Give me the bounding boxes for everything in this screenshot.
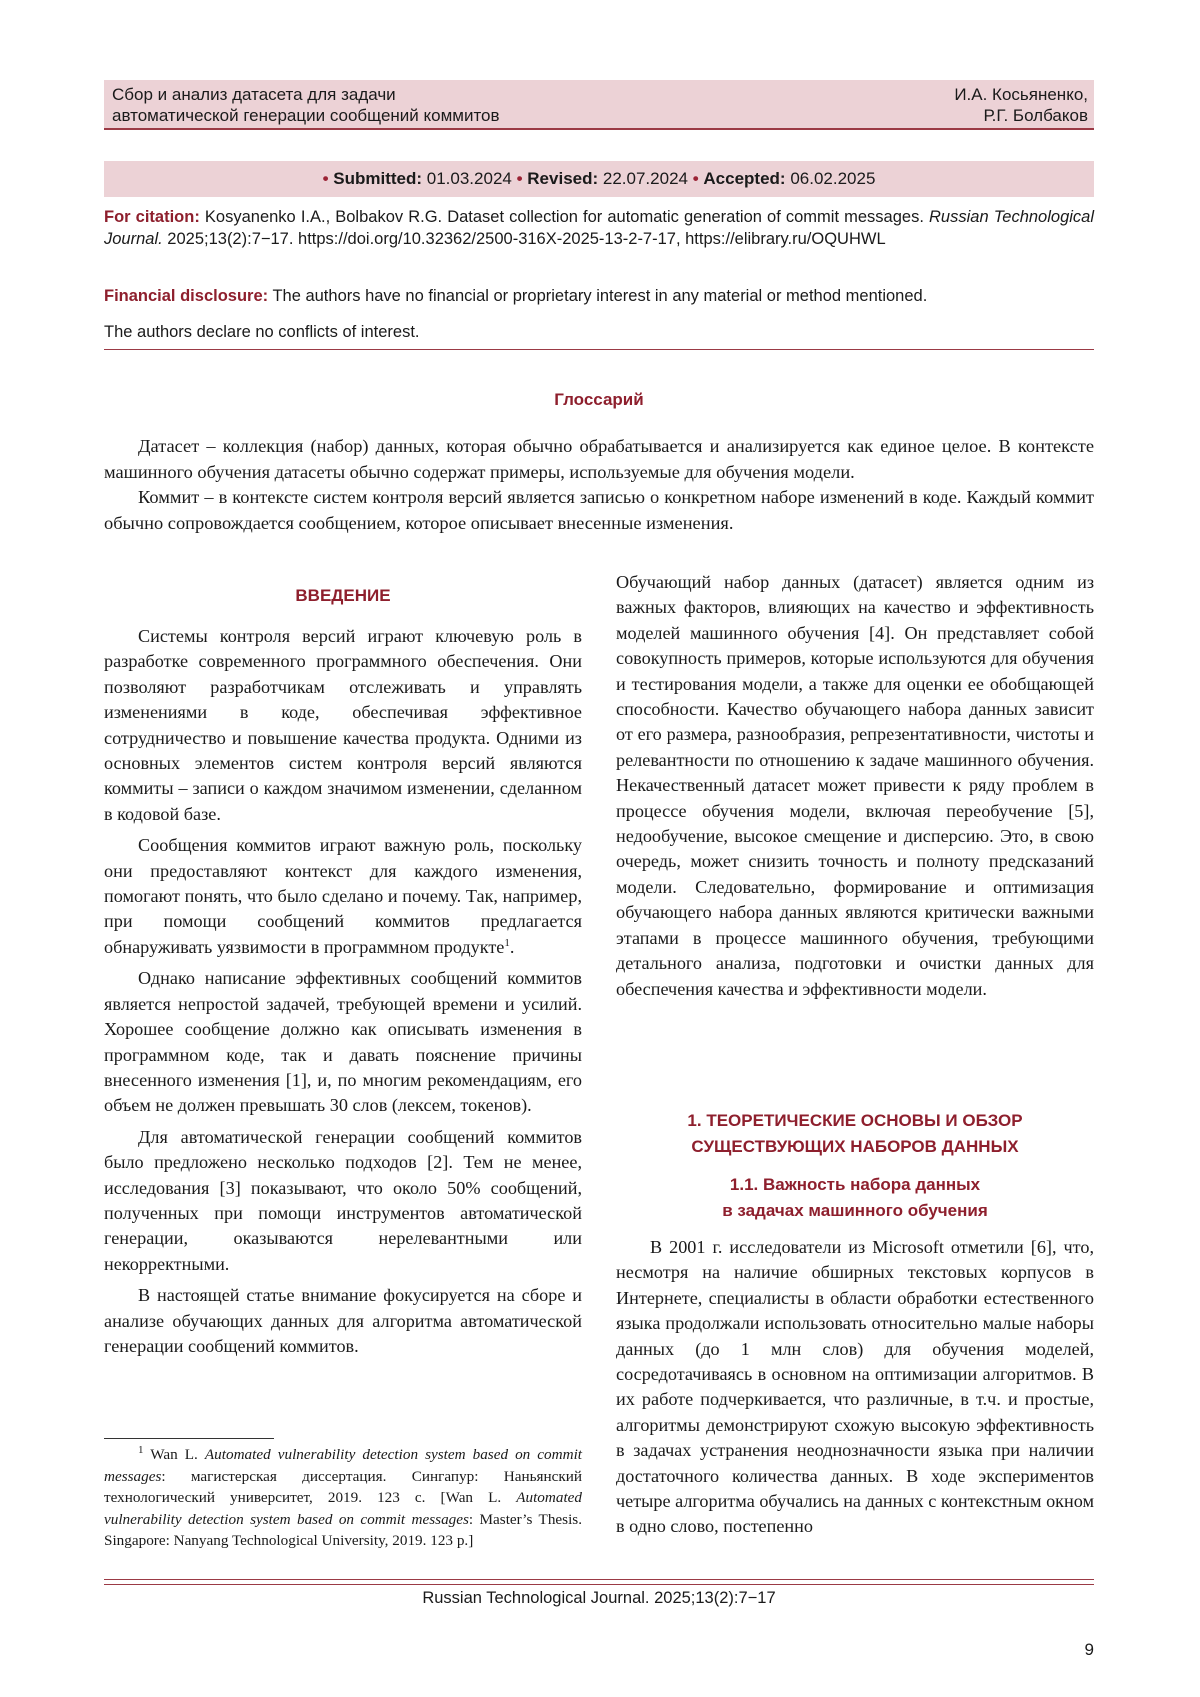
paragraph xyxy=(104,833,582,960)
paragraph: Системы контроля версий играют ключевую роль в разработке современного программного обеспечения. Они позволяют разработчикам отслеживать и управлять изменениями в коде, обеспечивая эффективное сотрудничество и повышение качества продукта. Одними из основных элементов систем контроля версий являются коммиты – записи о каждом значимом изменении, сделанном в кодовой базе. xyxy=(104,626,582,824)
paragraph: В 2001 г. исследователи из Microsoft отметили [6], что, несмотря на наличие обширных текстовых корпусов в Интернете, специалисты в области обработки естественного языка продолжали использовать относительно малые наборы данных (до 1 млн слов) для обучения моделей, сосредотачиваясь в основном на оптимизации алгоритмов. В их работе подчеркивается, что различные, в т.ч. и простые, алгоритмы демонстрируют схожую высокую эффективность в задачах устранения неоднозначности языка при наличии достаточного количества данных. В ходе экспериментов четыре алгоритма обучались на данных с контекстным окном в одно слово, постепенно xyxy=(616,1237,1094,1537)
citation xyxy=(104,206,1094,250)
submitted-date: 01.03.2024 xyxy=(426,169,512,188)
running-head-title-line1: Сбор и анализ датасета для задачи xyxy=(112,85,396,104)
footer-divider xyxy=(104,1584,1094,1585)
subsection-heading xyxy=(616,1172,1094,1224)
footer-journal: Russian Technological Journal. 2025;13(2):7−17 xyxy=(422,1589,776,1607)
bullet-icon: • xyxy=(516,169,523,188)
footnote-details-en: : Master’s Thesis. Singapore: Nanyang Technological University, 2019. 123 p.] xyxy=(104,1510,582,1549)
financial-disclosure-text: The authors have no financial or proprietary interest in any material or method mentioned. xyxy=(272,287,928,305)
section-heading-line1: 1. ТЕОРЕТИЧЕСКИЕ ОСНОВЫ И ОБЗОР xyxy=(687,1111,1023,1130)
footnote-author-en: [Wan L. xyxy=(440,1489,502,1506)
dates-bar xyxy=(104,161,1094,197)
page-number: 9 xyxy=(1084,1640,1094,1659)
revised-date: 22.07.2024 xyxy=(602,169,688,188)
footnote-title: Automated vulnerability detection system based on commit messages xyxy=(104,1446,583,1485)
running-head-author1: И.А. Косьяненко, xyxy=(954,85,1088,104)
conflicts-statement: The authors declare no conflicts of interest. xyxy=(104,323,420,341)
footnote-divider xyxy=(104,1438,274,1439)
financial-disclosure xyxy=(104,285,1094,307)
intro-heading: ВВЕДЕНИЕ xyxy=(295,586,391,605)
footnote xyxy=(104,1444,582,1552)
right-column-body xyxy=(616,1235,1094,1540)
footnote-details: : магистерская диссертация. Сингапур: Наньянский технологический университет, 2019. 123 с. xyxy=(104,1467,582,1506)
running-head-author2: Р.Г. Болбаков xyxy=(983,106,1088,125)
divider xyxy=(104,349,1094,350)
bullet-icon: • xyxy=(692,169,699,188)
footnote-number: 1 xyxy=(138,1443,144,1456)
section-heading-line2: СУЩЕСТВУЮЩИХ НАБОРОВ ДАННЫХ xyxy=(691,1137,1019,1156)
accepted-date: 06.02.2025 xyxy=(790,169,876,188)
right-column-intro xyxy=(616,570,1094,1002)
citation-doi[interactable]: 2025;13(2):7−17. https://doi.org/10.32362/2500-316X-2025-13-2-7-17, https://elibrary.ru/OQUHWL xyxy=(167,230,886,248)
revised-label: Revised: xyxy=(527,169,599,188)
running-head-title-line2: автоматической генерации сообщений коммитов xyxy=(112,106,500,125)
paragraph-end: . xyxy=(509,936,515,957)
running-head-title xyxy=(112,84,672,126)
subsection-heading-line1: 1.1. Важность набора данных xyxy=(729,1175,981,1194)
accepted-label: Accepted: xyxy=(703,169,786,188)
footnote-title-en: Automated vulnerability detection system based on commit messages xyxy=(104,1489,583,1528)
footer-divider xyxy=(104,1579,1094,1580)
glossary-entry: Коммит – в контексте систем контроля версий является записью о конкретном наборе изменений в коде. Каждый коммит обычно сопровождается сообщением, которое описывает внесенные изменения. xyxy=(104,487,1094,533)
subsection-heading-line2: в задачах машинного обучения xyxy=(722,1201,988,1220)
financial-disclosure-label: Financial disclosure: xyxy=(104,287,269,305)
glossary-entry: Датасет – коллекция (набор) данных, которая обычно обрабатывается и анализируется как единое целое. В контексте машинного обучения датасеты обычно содержат примеры, используемые для обучения модели. xyxy=(104,436,1094,482)
glossary xyxy=(104,434,1094,536)
submitted-label: Submitted: xyxy=(333,169,423,188)
paragraph: Обучающий набор данных (датасет) является одним из важных факторов, влияющих на качество и эффективность моделей машинного обучения [4]. Он представляет собой совокупность примеров, которые используются для обучения и тестирования модели, а также для оценки ее обобщающей способности. Качество обучающего набора данных зависит от его размера, разнообразия, репрезентативности, чистоты и релевантности по отношению к задаче машинного обучения. Некачественный датасет может привести к ряду проблем в процессе обучения модели, включая переобучение [5], недообучение, высокое смещение и дисперсию. Это, в свою очередь, может снизить точность и полноту предсказаний модели. Следовательно, формирование и оптимизация обучающего набора данных являются критически важными этапами в процессе машинного обучения, требующими детального анализа, подготовки и очистки данных для обеспечения качества и эффективности модели. xyxy=(616,572,1094,999)
glossary-heading: Глоссарий xyxy=(554,390,644,409)
paragraph: Однако написание эффективных сообщений коммитов является непростой задачей, требующей времени и усилий. Хорошее сообщение должно как описывать изменения в программном коде, так и давать пояснение причины внесенного изменения [1], и, по многим рекомендациям, его объем не должен превышать 30 слов (лексем, токенов). xyxy=(104,968,582,1116)
citation-text: Kosyanenko I.A., Bolbakov R.G. Dataset collection for automatic generation of commit messages. xyxy=(204,208,924,226)
footnote-text xyxy=(104,1444,582,1552)
paragraph: В настоящей статье внимание фокусируется на сборе и анализе обучающих данных для алгоритма автоматической генерации сообщений коммитов. xyxy=(104,1285,582,1356)
paragraph-text: Сообщения коммитов играют важную роль, поскольку они предоставляют контекст для каждого изменения, помогают понять, что было сделано и почему. Так, например, при помощи сообщений коммитов предлагается обнаруживать уязвимости в программном продукте xyxy=(104,835,582,957)
citation-label: For citation: xyxy=(104,208,200,226)
paragraph: Для автоматической генерации сообщений коммитов было предложено несколько подходов [2]. Тем не менее, исследования [3] показывают, что около 50% сообщений, полученных при помощи инструментов автоматической генерации, оказываются нерелевантными или некорректными. xyxy=(104,1126,582,1274)
running-head xyxy=(104,80,1094,130)
running-head-authors xyxy=(768,84,1088,126)
section-heading xyxy=(616,1108,1094,1160)
footnote-author: Wan L. xyxy=(150,1446,198,1463)
citation-journal: Russian Technological Journal. xyxy=(104,208,1095,248)
footnote-ref[interactable]: 1 xyxy=(504,936,510,949)
intro-body xyxy=(104,624,582,1365)
bullet-icon: • xyxy=(322,169,329,188)
